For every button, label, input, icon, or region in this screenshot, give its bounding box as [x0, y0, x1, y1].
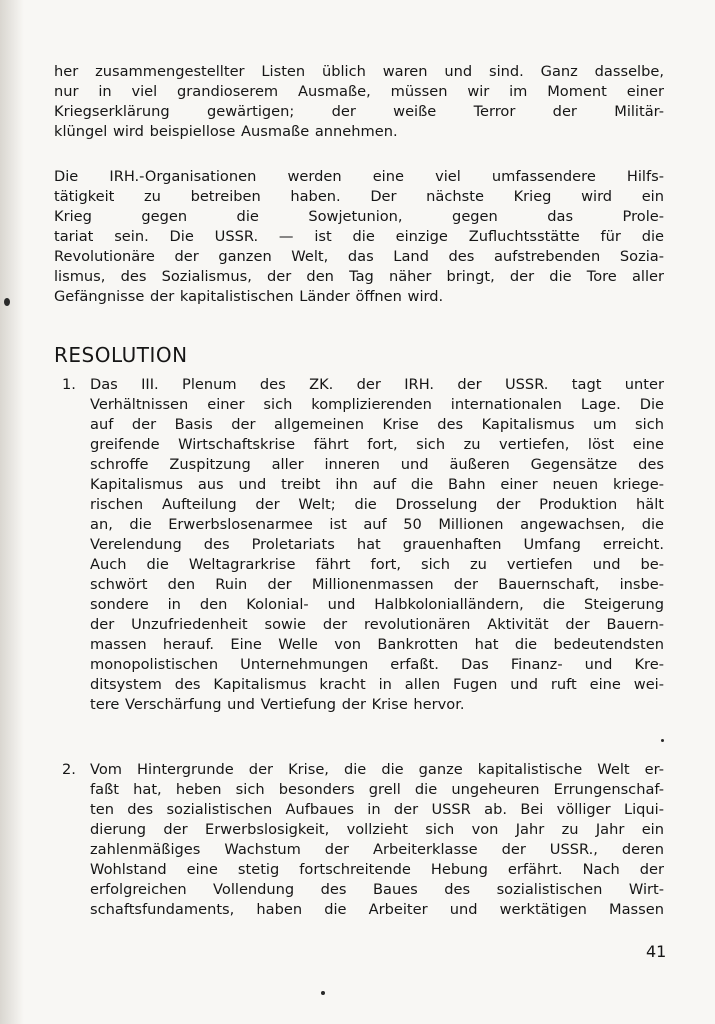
text-line: Vom Hintergrunde der Krise, die die ganze kapitalistische Welt er-	[90, 761, 664, 778]
text-line: ditsystem des Kapitalismus kracht in allen Fugen und ruft eine wei-	[90, 676, 664, 693]
text-line: rischen Aufteilung der Welt; die Drosselung der Produktion hält	[90, 496, 664, 513]
scan-speck	[661, 739, 664, 742]
text-line: Kriegserklärung gewärtigen; der weiße Terror der Militär-	[54, 103, 664, 120]
page-edge-shadow	[0, 0, 24, 1024]
text-line: Krieg gegen die Sowjetunion, gegen das Prole-	[54, 208, 664, 225]
text-line: Wohlstand eine stetig fortschreitende Hebung erfährt. Nach der	[90, 861, 664, 878]
text-line: massen herauf. Eine Welle von Bankrotten hat die bedeutendsten	[90, 636, 664, 653]
text-line: zahlenmäßiges Wachstum der Arbeiterklasse der USSR., deren	[90, 841, 664, 858]
text-line: Verhältnissen einer sich komplizierenden internationalen Lage. Die	[90, 396, 664, 413]
text-line: her zusammengestellter Listen üblich waren und sind. Ganz dasselbe,	[54, 63, 664, 80]
text-line: schwört den Ruin der Millionenmassen der Bauernschaft, insbe-	[90, 576, 664, 593]
scan-speck	[4, 298, 10, 306]
text-line: monopolistischen Unternehmungen erfaßt. Das Finanz- und Kre-	[90, 656, 664, 673]
text-line: der Unzufriedenheit sowie der revolutionären Aktivität der Bauern-	[90, 616, 664, 633]
text-line: auf der Basis der allgemeinen Krise des Kapitalismus um sich	[90, 416, 664, 433]
text-line: schroffe Zuspitzung aller inneren und äußeren Gegensätze des	[90, 456, 664, 473]
point-number: 1.	[62, 376, 76, 393]
text-line: faßt hat, heben sich besonders grell die ungeheuren Errungenschaf-	[90, 781, 664, 798]
resolution-heading: RESOLUTION	[54, 343, 188, 367]
scan-speck	[321, 991, 325, 995]
text-line: schaftsfundaments, haben die Arbeiter und werktätigen Massen	[90, 901, 664, 918]
text-line: an, die Erwerbslosenarmee ist auf 50 Millionen angewachsen, die	[90, 516, 664, 533]
text-line: tariat sein. Die USSR. — ist die einzige Zufluchtsstätte für die	[54, 228, 664, 245]
text-line: tere Verschärfung und Vertiefung der Krise hervor.	[90, 696, 465, 713]
text-line: tätigkeit zu betreiben haben. Der nächste Krieg wird ein	[54, 188, 664, 205]
text-line: Die IRH.-Organisationen werden eine viel umfassendere Hilfs-	[54, 168, 664, 185]
text-line: Verelendung des Proletariats hat grauenhaften Umfang erreicht.	[90, 536, 664, 553]
point-number: 2.	[62, 761, 76, 778]
text-line: dierung der Erwerbslosigkeit, vollzieht sich von Jahr zu Jahr ein	[90, 821, 664, 838]
text-line: Das III. Plenum des ZK. der IRH. der USSR. tagt unter	[90, 376, 664, 393]
text-line: ten des sozialistischen Aufbaues in der USSR ab. Bei völliger Liqui-	[90, 801, 664, 818]
text-line: lismus, des Sozialismus, der den Tag näher bringt, der die Tore aller	[54, 268, 664, 285]
text-line: klüngel wird beispiellose Ausmaße annehmen.	[54, 123, 398, 140]
text-line: sondere in den Kolonial- und Halbkolonialländern, die Steigerung	[90, 596, 664, 613]
text-line: Revolutionäre der ganzen Welt, das Land des aufstrebenden Sozia-	[54, 248, 664, 265]
text-line: Gefängnisse der kapitalistischen Länder öffnen wird.	[54, 288, 444, 305]
page-number: 41	[646, 942, 667, 961]
text-line: erfolgreichen Vollendung des Baues des sozialistischen Wirt-	[90, 881, 664, 898]
text-line: Auch die Weltagrarkrise fährt fort, sich zu vertiefen und be-	[90, 556, 664, 573]
text-line: nur in viel grandioserem Ausmaße, müssen wir im Moment einer	[54, 83, 664, 100]
text-line: greifende Wirtschaftskrise fährt fort, sich zu vertiefen, löst eine	[90, 436, 664, 453]
text-line: Kapitalismus aus und treibt ihn auf die Bahn einer neuen kriege-	[90, 476, 664, 493]
